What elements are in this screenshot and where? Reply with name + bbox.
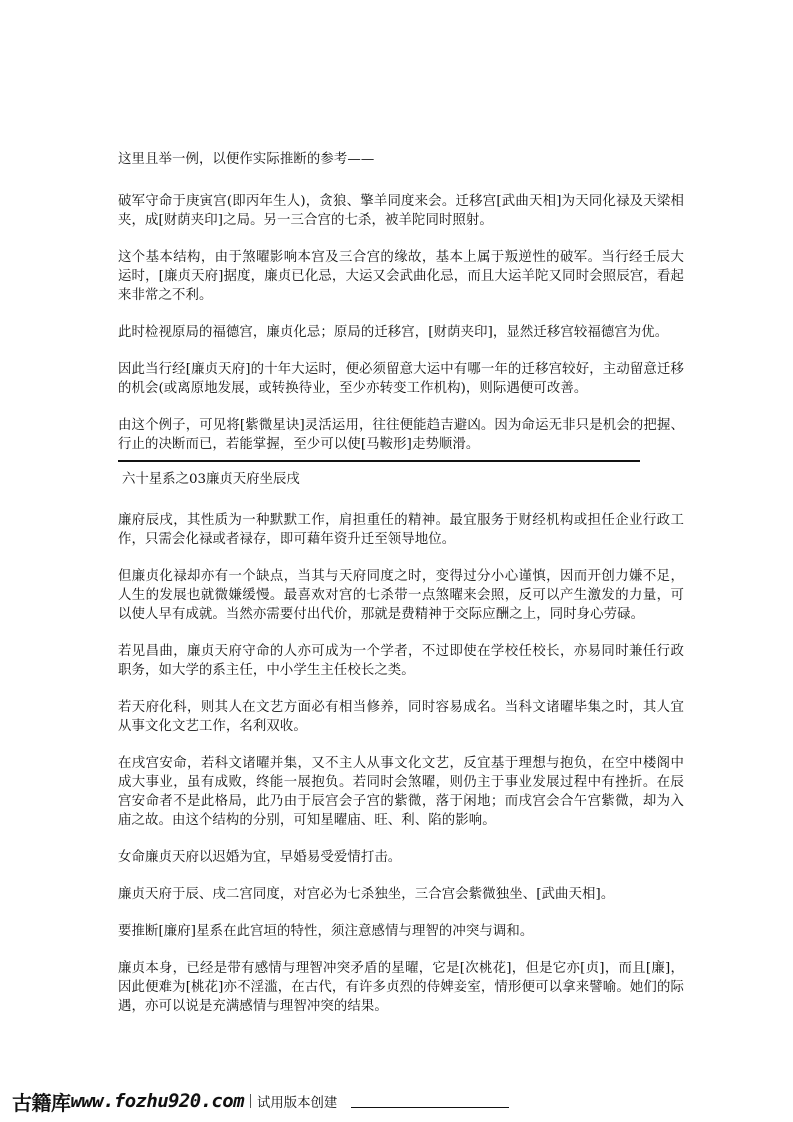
- paragraph: 廉府辰戌，其性质为一种默默工作，肩担重任的精神。最宜服务于财经机构或担任企业行政工作，只需会化禄或者禄存，即可藉年资升迁至领导地位。: [118, 513, 684, 547]
- watermark-footer: [12, 1088, 782, 1114]
- footer-underline: [351, 1107, 509, 1108]
- footer-brand: 古籍库: [12, 1090, 71, 1115]
- paragraph: 因此当行经[廉贞天府]的十年大运时，便必须留意大运中有哪一年的迁移宫较好，主动留意迁移的机会(或离原地发展，或转换待业，至少亦转变工作机构)，则际遇便可改善。: [118, 362, 684, 396]
- paragraph: 此时检视原局的福德宫，廉贞化忌；原局的迁移宫，[财荫夹印]，显然迁移宫较福德宫为优。: [118, 325, 669, 340]
- footer-separator: [250, 1094, 251, 1108]
- section-divider: [118, 460, 640, 462]
- paragraph: 廉贞天府于辰、戌二宫同度，对宫必为七杀独坐，三合宫会紫微独坐、[武曲天相]。: [118, 887, 615, 902]
- paragraph: 但廉贞化禄却亦有一个缺点，当其与天府同度之时，变得过分小心谨慎，因而开创力嫌不足，人生的发展也就微嫌缓慢。最喜欢对宫的七杀带一点煞曜来会照，反可以产生激发的力量，可以使人早有成就。当然亦需要付出代价，那就是费精神于交际应酬之上，同时身心劳碌。: [118, 569, 684, 622]
- footer-url[interactable]: www.fozhu920.com: [70, 1090, 244, 1112]
- footer-note: 试用版本创建: [256, 1095, 338, 1111]
- document-body: [118, 150, 684, 1034]
- paragraph: 要推断[廉府]星系在此宫垣的特性，须注意感情与理智的冲突与调和。: [118, 924, 534, 939]
- paragraph: 女命廉贞天府以迟婚为宜，早婚易受爱情打击。: [118, 850, 402, 865]
- paragraph: 若见昌曲，廉贞天府守命的人亦可成为一个学者，不过即使在学校任校长，亦易同时兼任行政职务，如大学的系主任，中小学生主任校长之类。: [118, 644, 684, 678]
- paragraph: 由这个例子，可见将[紫微星诀]灵活运用，往往便能趋吉避凶。因为命运无非只是机会的把握、行止的决断而已，若能掌握，至少可以使[马鞍形]走势顺滑。: [118, 418, 684, 452]
- intro-paragraph: 这里且举一例，以便作实际推断的参考——: [118, 152, 375, 167]
- paragraph: 在戌宫安命，若科文诸曜并集，又不主人从事文化文艺，反宜基于理想与抱负，在空中楼阁中成大事业，虽有成败，终能一展抱负。若同时会煞曜，则仍主于事业发展过程中有挫折。在辰宫安命者不是此格局，此乃由于辰宫会子宫的紫微，落于闲地；而戌宫会合午宫紫微，却为入庙之故。由这个结构的分别，可知星曜庙、旺、利、陷的影响。: [118, 756, 684, 828]
- section-title: 六十星系之03廉贞天府坐辰戌: [122, 472, 300, 487]
- paragraph: 这个基本结构，由于煞曜影响本宫及三合宫的缘故，基本上属于叛逆性的破军。当行经壬辰大运时，[廉贞天府]据度，廉贞已化忌，大运又会武曲化忌，而且大运羊陀又同时会照辰宫，看起来非常之不利。: [118, 250, 684, 303]
- paragraph: 破军守命于庚寅宫(即丙年生人)，贪狼、擎羊同度来会。迁移宫[武曲天相]为天同化禄及天梁相夹，成[财荫夹印]之局。另一三合宫的七杀，被羊陀同时照射。: [118, 194, 684, 228]
- paragraph: 廉贞本身，已经是带有感情与理智冲突矛盾的星曜，它是[次桃花]，但是它亦[贞]，而且[廉]，因此便难为[桃花]亦不淫滥，在古代，有许多贞烈的侍婢妾室，情形便可以拿来譬喻。她们的际遇，亦可以说是充满感情与理智冲突的结果。: [118, 961, 684, 1014]
- paragraph: 若天府化科，则其人在文艺方面必有相当修养，同时容易成名。当科文诸曜毕集之时，其人宜从事文化文艺工作，名利双收。: [118, 700, 684, 734]
